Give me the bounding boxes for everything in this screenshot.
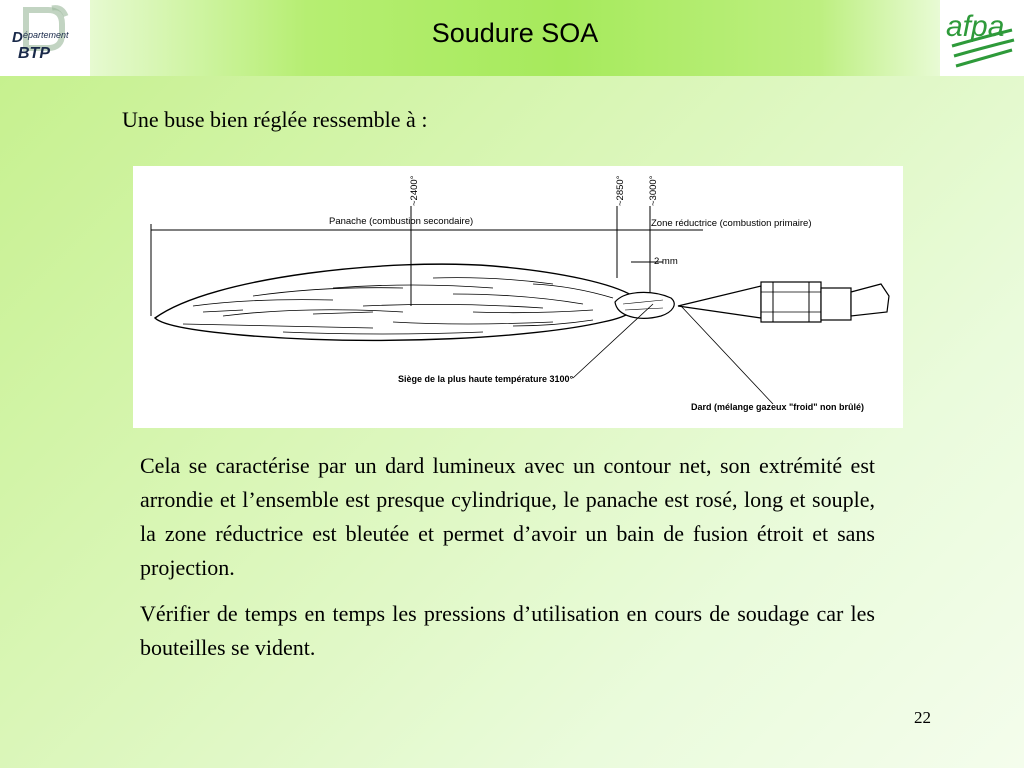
slide-title: Soudure SOA [431, 18, 599, 48]
afpa-logo [940, 0, 1024, 76]
intro-text: Une buse bien réglée ressemble à : [122, 107, 428, 132]
svg-text:épartement: épartement [23, 30, 69, 40]
svg-text:afpa: afpa [946, 10, 1005, 43]
body-text [140, 449, 875, 677]
panache-label: Panache (combustion secondaire) [329, 216, 474, 227]
flame-diagram [133, 166, 903, 428]
siege-label: Siège de la plus haute température 3100° [398, 374, 574, 384]
temp-2850-label: ~2850° [615, 175, 626, 206]
paragraph-characteristics: Cela se caractérise par un dard lumineux avec un contour net, son extrémité est arrondie et l’ensemble est presque cylindrique, le panache est rosé, long et souple, la zone réductrice est bleutée et permet d’avoir un bain de fusion étroit et sans projection. [140, 453, 875, 580]
svg-text:BTP: BTP [18, 45, 50, 62]
temp-3000-label: ~3000° [648, 175, 659, 206]
paragraph-pressure-check: Vérifier de temps en temps les pressions d’utilisation en cours de soudage car les bouteilles se vident. [140, 601, 875, 660]
two-mm-label: 2 mm [654, 256, 678, 267]
page-number: 22 [914, 708, 931, 727]
svg-text:D: D [12, 29, 23, 46]
dard-label: Dard (mélange gazeux "froid" non brûlé) [691, 402, 865, 412]
zone-reductrice-label: Zone réductrice (combustion primaire) [651, 218, 812, 229]
temp-2400-label: ~2400° [409, 175, 420, 206]
